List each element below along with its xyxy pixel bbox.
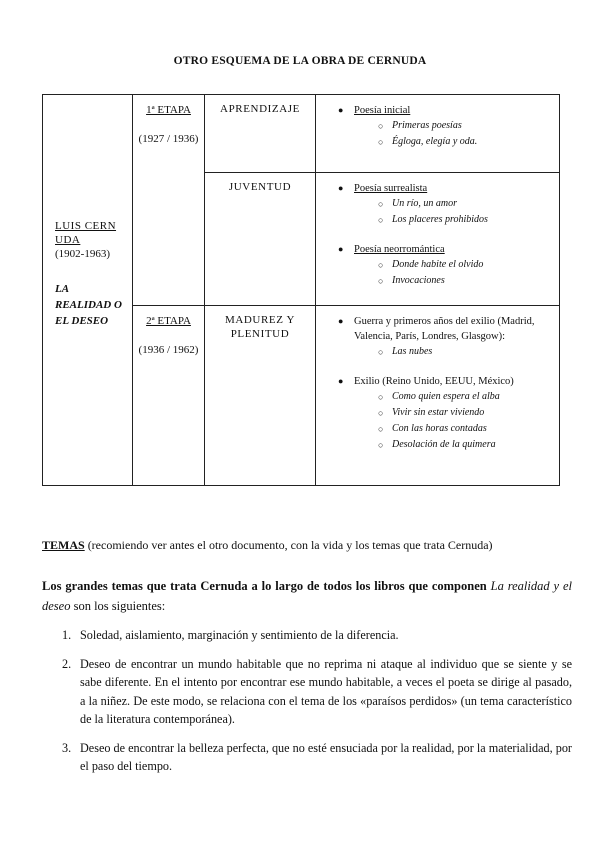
book-item: ○ Égloga, elegía y oda.: [378, 134, 553, 150]
book-item: ○ Desolación de la quimera: [378, 437, 553, 453]
theme-text: Deseo de encontrar la belleza perfecta, que no esté ensuciada por la realidad, por la materialidad, por el paso del tiempo.: [80, 740, 572, 773]
theme-number: 3.: [62, 740, 72, 755]
stage-1-cell: [133, 95, 205, 306]
stage-1-years: (1927 / 1936): [138, 133, 199, 145]
book-title: LA REALIDAD O EL DESEO: [55, 283, 122, 327]
theme-number: 2.: [62, 656, 72, 671]
document-title: OTRO ESQUEMA DE LA OBRA DE CERNUDA: [173, 55, 427, 67]
theme-text: Soledad, aislamiento, marginación y sentimiento de la diferencia.: [80, 628, 399, 642]
group-poesia-inicial: [338, 103, 553, 150]
works-juventud: [316, 173, 560, 305]
themes-list: [42, 626, 572, 786]
group-exilio: [338, 374, 553, 453]
intro-paragraph: [42, 576, 572, 616]
works-aprendizaje: [316, 95, 560, 173]
stage-2-years: (1936 / 1962): [138, 343, 199, 356]
intro-rest: son los siguientes:: [70, 599, 166, 613]
group-label: Poesía neorromántica: [354, 244, 445, 256]
temas-line: [42, 538, 572, 553]
scheme-table: [42, 94, 560, 486]
author-name: LUIS CERNUDA: [55, 220, 117, 246]
phase-madurez: MADUREZ Y PLENITUD: [205, 305, 316, 485]
temas-heading: TEMAS: [42, 538, 85, 552]
works-madurez: [316, 305, 560, 485]
author-block: [55, 219, 123, 329]
group-poesia-neorromantica: [338, 242, 553, 289]
book-item: ○ Donde habite el olvido: [378, 257, 553, 273]
theme-item: [42, 739, 572, 776]
book-item: ○ Primeras poesías: [378, 118, 553, 134]
theme-text: Deseo de encontrar un mundo habitable que no reprima ni ataque al individuo que se siente y se sabe diferente. En el intento por encontrar ese mundo habitable, a veces el poeta se dirige al pasado, a la niñez. De este modo, se relaciona con el tema de los «paraísos perdidos» (un tema característico de la literatura contemporánea).: [80, 656, 572, 726]
theme-item: [42, 626, 572, 645]
book-item: ○ Las nubes: [378, 344, 553, 360]
book-item: ○ Vivir sin estar viviendo: [378, 405, 553, 421]
group-label: Poesía inicial: [354, 105, 411, 116]
theme-item: [42, 655, 572, 729]
group-poesia-surrealista: [338, 181, 553, 228]
group-guerra-exilio: [338, 314, 553, 360]
group-label: Guerra y primeros años del exilio (Madrid, Valencia, París, Londres, Glasgow):: [354, 315, 535, 342]
group-label: Poesía surrealista: [354, 183, 428, 195]
book-item: ○ Invocaciones: [378, 273, 553, 289]
group-label: Exilio (Reino Unido, EEUU, México): [354, 375, 514, 387]
theme-number: 1.: [62, 628, 72, 642]
stage-1-label: 1ª ETAPA: [146, 104, 191, 116]
book-item: ○ Un río, un amor: [378, 196, 553, 212]
temas-note: (recomiendo ver antes el otro documento, con la vida y los temas que trata Cernuda): [84, 538, 493, 552]
book-item: ○ Como quien espera el alba: [378, 389, 553, 405]
book-item: ○ Con las horas contadas: [378, 421, 553, 437]
stage-2-label: 2ª ETAPA: [146, 314, 191, 327]
book-item: ○ Los placeres prohibidos: [378, 212, 553, 228]
intro-bold: Los grandes temas que trata Cernuda a lo largo de todos los libros que componen: [42, 579, 491, 593]
author-cell: [43, 95, 133, 486]
phase-aprendizaje: APRENDIZAJE: [205, 95, 316, 173]
author-years: (1902-1963): [55, 248, 110, 260]
stage-2-cell: [133, 305, 205, 485]
phase-juventud: JUVENTUD: [205, 173, 316, 305]
intro-book-title: La realidad y el deseo: [42, 579, 572, 613]
